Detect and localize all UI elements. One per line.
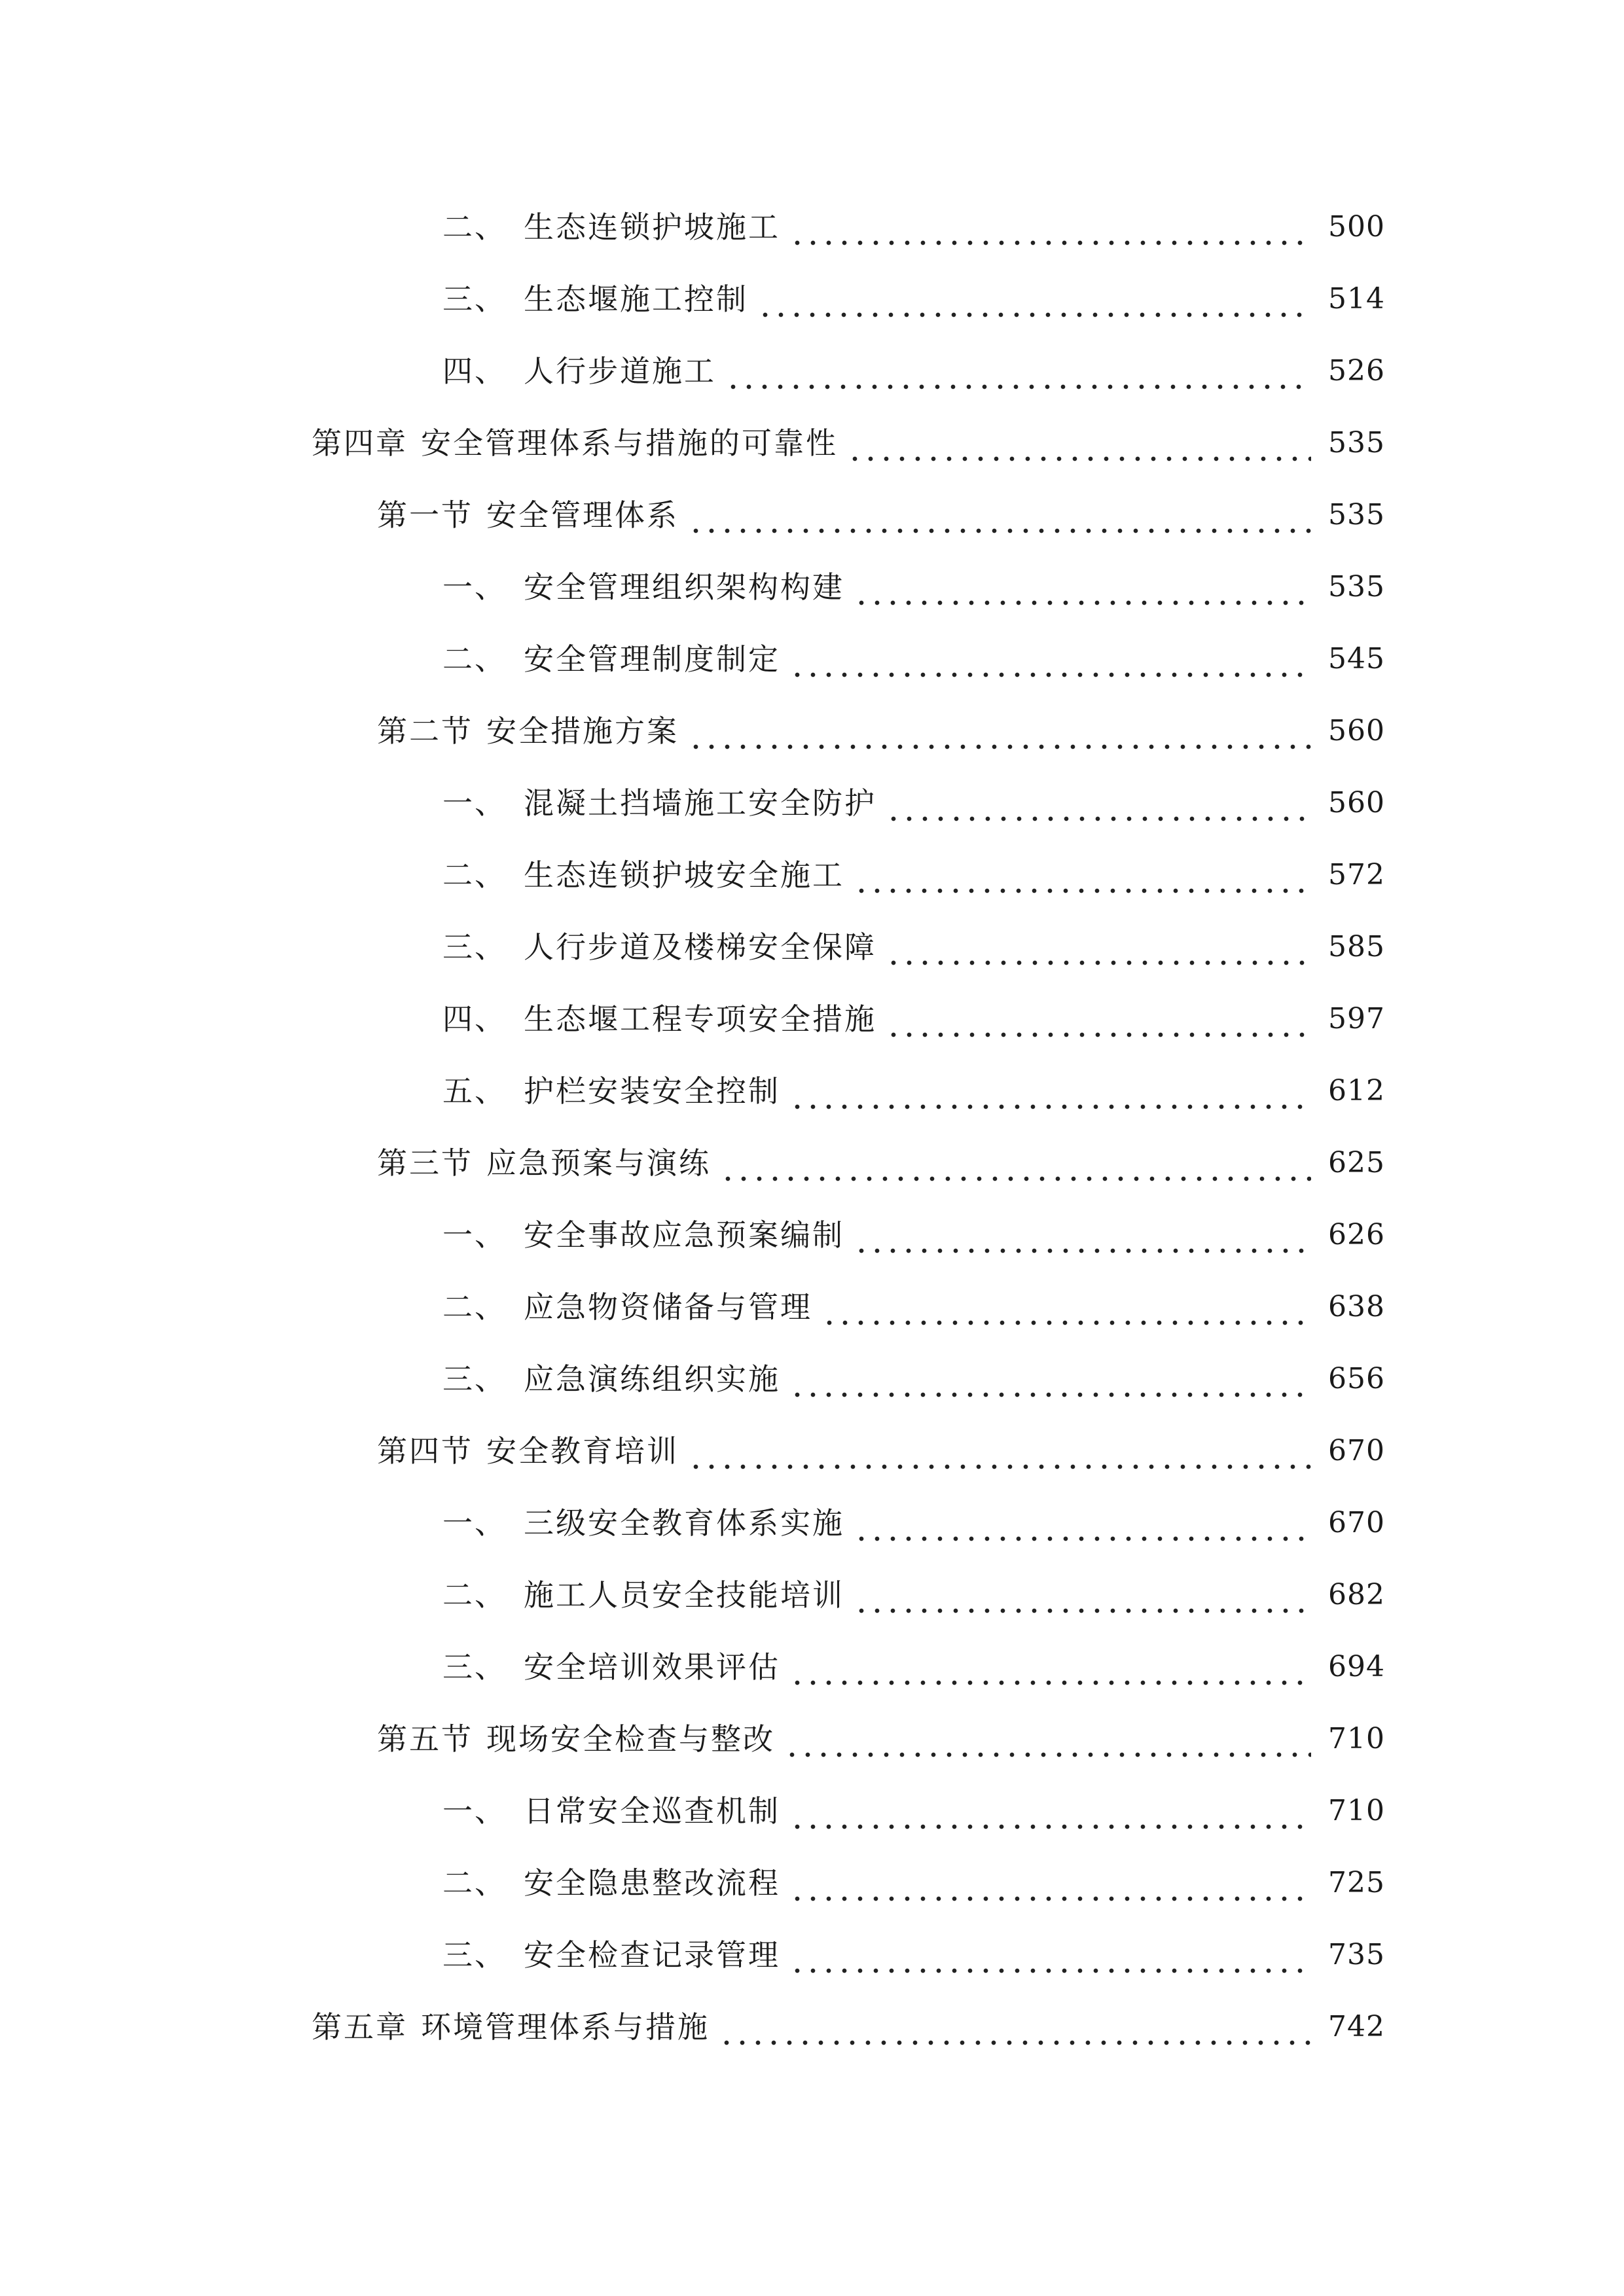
toc-entry[interactable] [0, 1415, 1624, 1487]
toc-entry-number: 一、 [442, 1217, 507, 1253]
toc-page-number[interactable]: 694 [1328, 1650, 1385, 1683]
toc-page-number[interactable]: 535 [1328, 498, 1385, 531]
toc-entry-number: 第三节 [377, 1145, 473, 1181]
toc-page-number[interactable]: 625 [1328, 1146, 1385, 1179]
toc-entry-title[interactable]: 安全措施方案 [486, 713, 679, 749]
toc-page-number[interactable]: 725 [1328, 1866, 1385, 1899]
dot-leader [851, 1215, 1311, 1255]
toc-entry[interactable] [0, 767, 1624, 839]
toc-page-number[interactable]: 670 [1328, 1506, 1385, 1539]
toc-entry-title[interactable]: 安全管理制度制定 [524, 641, 780, 677]
toc-entry-title[interactable]: 生态堰工程专项安全措施 [524, 1001, 876, 1037]
toc-page-number[interactable]: 612 [1328, 1074, 1385, 1107]
toc-entry-title[interactable]: 人行步道施工 [524, 353, 716, 389]
dot-leader [716, 2007, 1311, 2047]
toc-page-number[interactable]: 535 [1328, 426, 1385, 459]
toc-entry-title[interactable]: 应急预案与演练 [486, 1145, 711, 1181]
toc-page-number[interactable]: 545 [1328, 642, 1385, 675]
toc-page-number[interactable]: 535 [1328, 570, 1385, 603]
dot-leader [787, 639, 1311, 679]
toc-entry[interactable] [0, 839, 1624, 911]
toc-entry[interactable] [0, 407, 1624, 479]
toc-page-number[interactable]: 626 [1328, 1218, 1385, 1251]
dot-leader [844, 423, 1311, 463]
toc-page-number[interactable]: 572 [1328, 858, 1385, 891]
toc-entry-number: 三、 [442, 929, 507, 965]
toc-entry[interactable] [0, 1847, 1624, 1919]
toc-entry-title[interactable]: 生态连锁护坡安全施工 [524, 857, 844, 893]
toc-entry[interactable] [0, 623, 1624, 695]
toc-entry[interactable] [0, 1271, 1624, 1343]
toc-entry-title[interactable]: 生态连锁护坡施工 [524, 209, 780, 245]
toc-entry-number: 一、 [442, 785, 507, 821]
toc-page-number[interactable]: 735 [1328, 1938, 1385, 1971]
toc-entry-title[interactable]: 生态堰施工控制 [524, 281, 748, 317]
toc-entry-title[interactable]: 安全管理组织架构构建 [524, 569, 844, 605]
toc-entry[interactable] [0, 1559, 1624, 1631]
dot-leader [851, 567, 1311, 607]
toc-entry[interactable] [0, 1487, 1624, 1559]
toc-entry-title[interactable]: 安全管理体系与措施的可靠性 [421, 425, 838, 461]
dot-leader [851, 855, 1311, 895]
toc-entry-number: 二、 [442, 857, 507, 893]
toc-entry[interactable] [0, 911, 1624, 983]
toc-entry[interactable] [0, 1631, 1624, 1703]
dot-leader [787, 1863, 1311, 1903]
dot-leader [851, 1503, 1311, 1543]
toc-entry-title[interactable]: 混凝土挡墙施工安全防护 [524, 785, 876, 821]
toc-page-number[interactable]: 500 [1328, 210, 1385, 243]
dot-leader [787, 1359, 1311, 1399]
toc-entry-number: 三、 [442, 1937, 507, 1973]
toc-page-number[interactable]: 742 [1328, 2010, 1385, 2043]
toc-page-number[interactable]: 585 [1328, 930, 1385, 963]
toc-page-number[interactable]: 656 [1328, 1362, 1385, 1395]
dot-leader [685, 495, 1311, 535]
toc-entry-number: 一、 [442, 569, 507, 605]
dot-leader [787, 1791, 1311, 1831]
toc-page-number[interactable]: 560 [1328, 786, 1385, 819]
dot-leader [723, 351, 1311, 391]
toc-page-number[interactable]: 597 [1328, 1002, 1385, 1035]
toc-entry-number: 二、 [442, 1577, 507, 1613]
dot-leader [883, 783, 1311, 823]
toc-entry-number: 一、 [442, 1793, 507, 1829]
toc-entry-number: 三、 [442, 1649, 507, 1685]
toc-entry-title[interactable]: 安全培训效果评估 [524, 1649, 780, 1685]
dot-leader [685, 1431, 1311, 1471]
dot-leader [755, 279, 1311, 319]
toc-entry-number: 三、 [442, 1361, 507, 1397]
dot-leader [851, 1575, 1311, 1615]
toc-entry-title[interactable]: 安全隐患整改流程 [524, 1865, 780, 1901]
toc-entry-number: 第四节 [377, 1433, 473, 1469]
toc-entry-number: 第五章 [312, 2009, 408, 2045]
toc-entry-number: 第一节 [377, 497, 473, 533]
dot-leader [782, 1719, 1311, 1759]
toc-entry[interactable] [0, 1991, 1624, 2063]
dot-leader [787, 207, 1311, 247]
toc-entry-title[interactable]: 环境管理体系与措施 [421, 2009, 710, 2045]
toc-entry[interactable] [0, 335, 1624, 407]
toc-page-number[interactable]: 560 [1328, 714, 1385, 747]
toc-entry-title[interactable]: 三级安全教育体系实施 [524, 1505, 844, 1541]
toc-entry[interactable] [0, 1343, 1624, 1415]
dot-leader [787, 1647, 1311, 1687]
toc-entry-number: 二、 [442, 1289, 507, 1325]
toc-entry-title[interactable]: 应急演练组织实施 [524, 1361, 780, 1397]
toc-entry[interactable] [0, 263, 1624, 335]
toc-entry-title[interactable]: 安全管理体系 [486, 497, 679, 533]
dot-leader [819, 1287, 1311, 1327]
toc-page-number[interactable]: 710 [1328, 1722, 1385, 1755]
toc-page-number[interactable]: 682 [1328, 1578, 1385, 1611]
dot-leader [685, 711, 1311, 751]
toc-entry-title[interactable]: 安全事故应急预案编制 [524, 1217, 844, 1253]
toc-entry[interactable] [0, 1919, 1624, 1991]
toc-page-number[interactable]: 710 [1328, 1794, 1385, 1827]
toc-entry[interactable] [0, 983, 1624, 1055]
dot-leader [787, 1935, 1311, 1975]
toc-entry[interactable] [0, 191, 1624, 263]
dot-leader [883, 927, 1311, 967]
toc-entry-title[interactable]: 护栏安装安全控制 [524, 1073, 780, 1109]
toc-entry[interactable] [0, 1199, 1624, 1271]
toc-entry-number: 第四章 [312, 425, 408, 461]
toc-entry-title[interactable]: 安全教育培训 [486, 1433, 679, 1469]
dot-leader [787, 1071, 1311, 1111]
toc-page-number[interactable]: 526 [1328, 354, 1385, 387]
toc-entry[interactable] [0, 479, 1624, 551]
toc-entry[interactable] [0, 551, 1624, 623]
toc-entry-number: 二、 [442, 209, 507, 245]
toc-page-number[interactable]: 638 [1328, 1290, 1385, 1323]
toc-entry-title[interactable]: 应急物资储备与管理 [524, 1289, 812, 1325]
toc-entry[interactable] [0, 1055, 1624, 1127]
toc-entry-title[interactable]: 人行步道及楼梯安全保障 [524, 929, 876, 965]
toc-entry[interactable] [0, 695, 1624, 767]
toc-entry-number: 第二节 [377, 713, 473, 749]
toc-entry-title[interactable]: 日常安全巡查机制 [524, 1793, 780, 1829]
toc-entry[interactable] [0, 1703, 1624, 1775]
toc-entry-number: 五、 [442, 1073, 507, 1109]
toc-entry-number: 四、 [442, 1001, 507, 1037]
toc-page-number[interactable]: 670 [1328, 1434, 1385, 1467]
dot-leader [883, 999, 1311, 1039]
table-of-contents [0, 191, 1624, 2063]
toc-entry[interactable] [0, 1127, 1624, 1199]
toc-entry-title[interactable]: 施工人员安全技能培训 [524, 1577, 844, 1613]
toc-entry-number: 三、 [442, 281, 507, 317]
toc-entry-title[interactable]: 安全检查记录管理 [524, 1937, 780, 1973]
toc-page-number[interactable]: 514 [1328, 282, 1385, 315]
dot-leader [717, 1143, 1311, 1183]
toc-entry[interactable] [0, 1775, 1624, 1847]
toc-entry-number: 二、 [442, 1865, 507, 1901]
toc-entry-number: 二、 [442, 641, 507, 677]
toc-entry-title[interactable]: 现场安全检查与整改 [486, 1721, 775, 1757]
toc-entry-number: 第五节 [377, 1721, 473, 1757]
toc-entry-number: 四、 [442, 353, 507, 389]
toc-entry-number: 一、 [442, 1505, 507, 1541]
